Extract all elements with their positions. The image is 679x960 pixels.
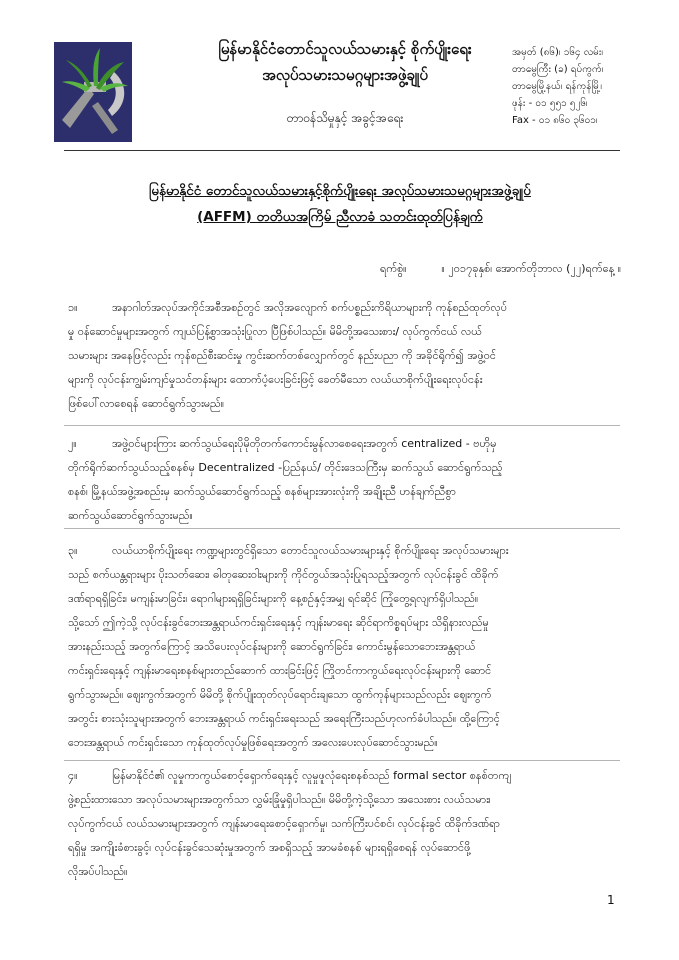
section-divider — [64, 425, 620, 426]
address-line: အမှတ် (၈၆)၊ ၁၆၄ လမ်း၊ — [512, 47, 603, 58]
date-value: ။ ၂၀၁၇ခုနှစ်၊ အောက်တိုဘာလ (၂၂)ရက်နေ့ ။ — [441, 262, 622, 275]
paragraph-1 — [68, 296, 628, 416]
paragraph-line: မြန်မာနိုင်ငံ၏ လူမှုကာကွယ်စောင့်ရှောက်ရေးနှင့် လူမှုဖူလုံရေးစနစ်သည် formal sector စနစ်တကျ — [112, 769, 512, 782]
paragraph-4 — [68, 764, 628, 884]
paragraph-line: ရရှိမှု အကျိုးခံစားခွင့်၊ လုပ်ငန်းခွင်သေဆုံးမှုအတွက် အစရှိသည့် အာမခံစနစ် များရရှိစေရန် လုပ်ဆောင်ဖို့ — [68, 841, 471, 854]
organization-name: မြန်မာနိုင်ငံတောင်သူလယ်သမားနှင့် စိုက်ပျိုးရေး — [218, 40, 472, 58]
address-line: တာမွေကြီး (ခ) ရပ်ကွက်၊ — [512, 64, 604, 75]
paragraph-number: ၃။ — [68, 544, 78, 557]
document-date — [380, 262, 640, 278]
paragraph-2 — [68, 432, 628, 528]
paragraph-line: ကင်းရှင်းရေးနှင့် ကျန်းမာရေးစနစ်များတည်ဆောက် ထားခြင်းဖြင့် ကြိုတင်ကာကွယ်ရေးလုပ်ငန်းများကို ဆောင် — [68, 664, 492, 677]
section-divider — [64, 760, 620, 761]
paragraph-line: ဖြစ်ပေါ်လာစေရန် ဆောင်ရွက်သွားမည်။ — [68, 397, 225, 410]
paragraph-line: မှု ဝန်ဆောင်မှုများအတွက် ကျယ်ပြန့်စွာအသုံးပြုလာ ပြီဖြစ်ပါသည်။ မိမိတို့အသေးစား/ လုပ်ကွက်ငယ် လယ် — [68, 325, 482, 338]
document-subtitle: (AFFM) တတိယအကြိမ် ညီလာခံ သတင်းထုတ်ပြန်ချက် — [197, 209, 483, 225]
fax-line: Fax - ၀၁ ၈၆၀ ၃၆၀၁၊ — [512, 115, 598, 126]
section-divider — [64, 528, 620, 529]
paragraph-line: အတွင်း စားသုံးသူများအတွက် ဘေးအန္တရာယ် ကင်းရှင်းရေးသည် အရေးကြီးသည်ဟုလက်ခံပါသည်။ ထို့ကြောင့် — [68, 712, 500, 725]
paragraph-line: အဖွဲ့ဝင်များကြား ဆက်သွယ်ရေးပိုမိုတိုတက်ကောင်းမွန်လာစေရေးအတွက် centralized - ဗဟိုမှ — [112, 437, 497, 450]
paragraph-line: လိုအပ်ပါသည်။ — [68, 865, 128, 878]
paragraph-line: ဒဏ်ရာရရှိခြင်း၊ မကျန်းမာခြင်း၊ ရောဂါများရရှိခြင်းများကို နေ့စဉ်နှင့်အမျှ ရင်ဆိုင် ကြုံတွေ့ရလျက်ရှိပါသည်။ — [68, 592, 479, 605]
paragraph-3 — [68, 539, 628, 755]
paragraph-number: ၄။ — [68, 769, 78, 782]
paragraph-line: စနစ်၊ မြို့နယ်အဖွဲ့အစည်းမှ ဆက်သွယ်ဆောင်ရွက်သည့် စနစ်များအားလုံးကို အချိုးညီ ဟန်ချက်ညီစွာ — [68, 485, 456, 498]
paragraph-line: ဖွဲ့စည်းထားသော အလုပ်သမားများအတွက်သာ လွှမ်းခြုံမှုရှိပါသည်။ မိမိတို့ကဲ့သို့သော အသေးစား လယ်သမား၊ — [68, 793, 491, 806]
paragraph-line: လုပ်ကွက်ငယ် လယ်သမားများအတွက် ကျန်းမာရေးစောင့်ရှောက်မှု၊ သက်ကြီးပင်စင်၊ လုပ်ငန်းခွင် ထိခိုက်ဒဏ်ရာ — [68, 817, 500, 830]
paragraph-line: ရွက်သွားမည်။ ဈေးကွက်အတွက် မိမိတို့ စိုက်ပျိုးထုတ်လုပ်ရောင်းချသော ထွက်ကုန်များသည်လည်း ဈေးကွက် — [68, 688, 492, 701]
phone-line: ဖုန်း - ၀၁ ၅၅၁ ၅၂၆၊ — [512, 98, 588, 109]
union-logo-icon — [54, 42, 132, 142]
paragraph-line: အနာဂါတ်အလုပ်အကိုင်အစီအစဉ်တွင် အလိုအလျောက် စက်ပစ္စည်းကိရိယာများကို ကုန်စည်ထုတ်လုပ် — [112, 301, 508, 314]
paragraph-line: ဘေးအန္တရာယ် ကင်းရှင်းသော ကုန်ထုတ်လုပ်မှုဖြစ်ရေးအတွက် အလေးပေးလုပ်ဆောင်သွားမည်။ — [68, 736, 438, 749]
date-label: ရက်စွဲ။ — [380, 262, 407, 275]
paragraph-line: များကို လုပ်ငန်းကျွမ်းကျင်မှုသင်တန်းများ ထောက်ပံ့ပေးခြင်းဖြင့် ခေတ်မီသော လယ်ယာစိုက်ပျိုးရေးလုပ်ငန်း — [68, 373, 483, 386]
page-number: 1 — [607, 893, 615, 907]
paragraph-line: သမားများ အနေဖြင့်လည်း ကုန်စည်စီးဆင်းမှု ကွင်းဆက်တစ်လျှောက်တွင် နည်းပညာ ကို အခိုင်ရိုက်၍ အဖွဲ့ဝင် — [68, 349, 497, 362]
paragraph-line: အားနည်းသည့် အတွက်ကြောင့် အသိပေးလုပ်ငန်းများကို ဆောင်ရွက်ခြင်း၊ ကောင်းမွန်သောဘေးအန္တရာယ် — [68, 640, 476, 653]
paragraph-line: ဆက်သွယ်ဆောင်ရွက်သွားမည်။ — [68, 509, 193, 522]
organization-name-continued: အလုပ်သမားသမဂ္ဂများအဖွဲ့ချုပ် — [262, 66, 428, 84]
organization-motto: တာဝန်သိမှုနှင့် အခွင့်အရေး — [286, 111, 404, 125]
address-line: တာမွေမြို့နယ်၊ ရန်ကုန်မြို့၊ — [512, 81, 602, 92]
document-title: မြန်မာနိုင်ငံ တောင်သူလယ်သမားနှင့်စိုက်ပျိုးရေး အလုပ်သမားသမဂ္ဂများအဖွဲ့ချုပ် — [149, 183, 531, 199]
contact-address — [512, 44, 672, 129]
paragraph-number: ၁။ — [68, 301, 78, 314]
paragraph-line: တိုက်ရိုက်ဆက်သွယ်သည့်စနစ်မှ Decentralized -ပြည်နယ်/ တိုင်းဒေသကြီးမှ ဆက်သွယ် ဆောင်ရွက်သည့် — [68, 461, 503, 474]
paragraph-number: ၂။ — [68, 437, 77, 450]
paragraph-line: သို့သော် ဤကဲ့သို့ လုပ်ငန်းခွင်ဘေးအန္တရာယ်ကင်းရှင်းရေးနှင့် ကျန်းမာရေး ဆိုင်ရာကိစ္စရပ်များ သိရှိနားလည်မှု — [68, 616, 489, 629]
header-divider — [64, 150, 620, 151]
paragraph-line: သည် စက်ယန္တရားများ ပိုးသတ်ဆေး၊ ဓါတုဆေးဝါးများကို ကိုင်တွယ်အသုံးပြုရသည့်အတွက် လုပ်ငန်းခွင် ထိခိုက် — [68, 568, 499, 581]
paragraph-line: လယ်ယာစိုက်ပျိုးရေး ကဏ္ဍများတွင်ရှိသော တောင်သူလယ်သမားများနှင့် စိုက်ပျိုးရေး အလုပ်သမားများ — [112, 544, 509, 557]
